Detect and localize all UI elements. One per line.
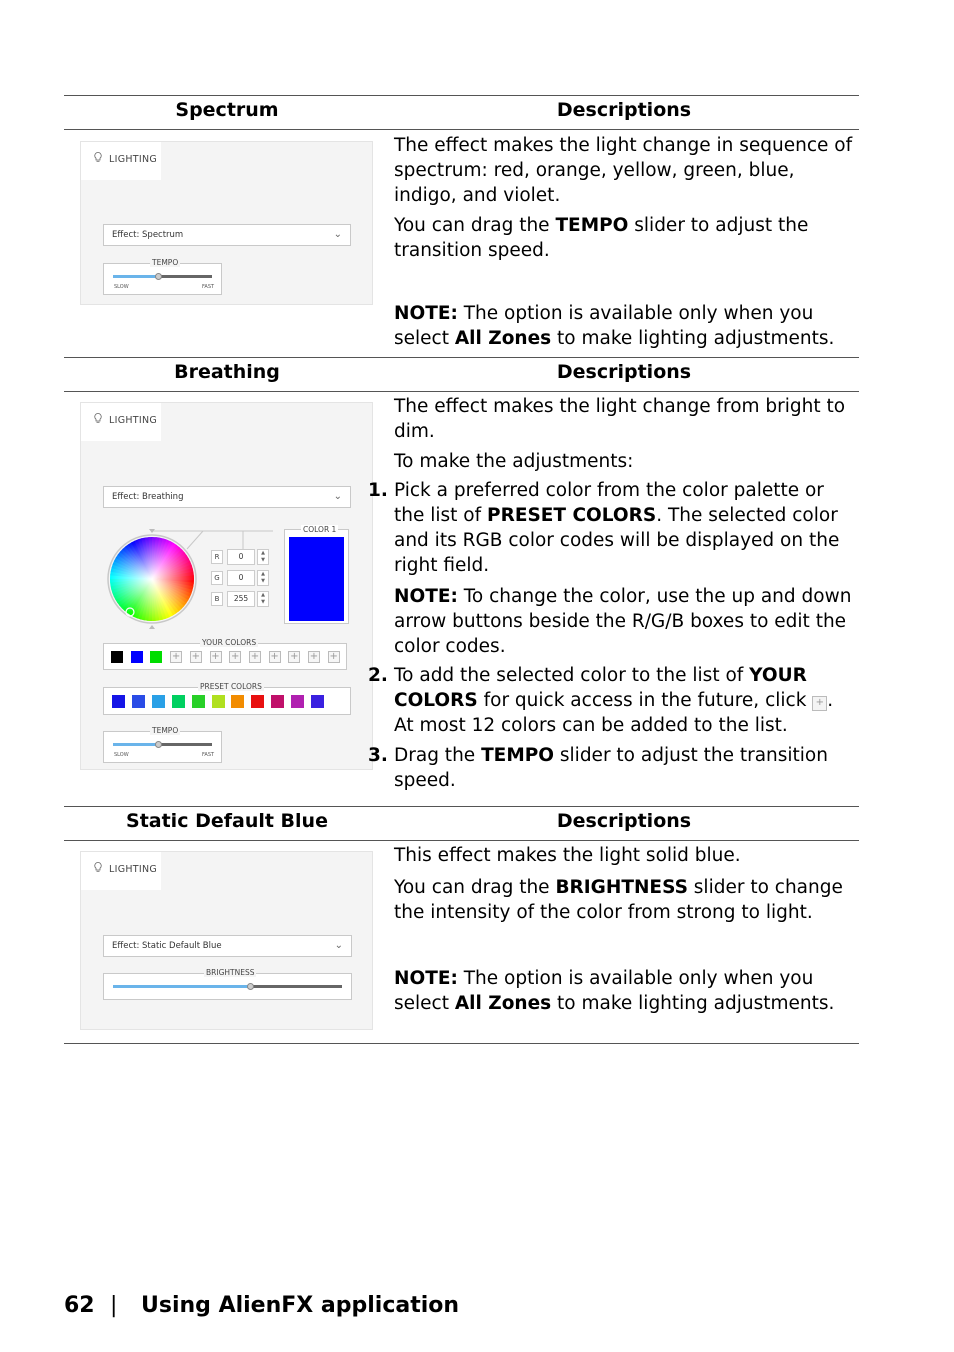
bulb-icon [94,413,102,423]
add-color-button[interactable]: + [230,651,240,662]
text: To change the color, use the up and down arrow buttons beside the R/G/B boxes to edit the color codes. [394,586,852,657]
static-desc-2 [394,875,856,925]
header-rule [64,391,859,392]
text: to make lighting adjustments. [551,328,835,349]
tempo-label: TEMPO [152,258,179,267]
tempo-slider-box [103,258,222,295]
preset-color-swatch[interactable] [172,695,185,708]
your-color-swatch[interactable] [111,651,123,663]
header-rule [64,129,859,130]
lighting-tab [81,403,161,441]
header-descriptions: Descriptions [556,810,692,832]
selected-color-swatch [289,537,344,621]
brightness-track [250,985,342,988]
tempo-track [158,275,212,278]
preset-color-swatch[interactable] [132,695,145,708]
step-number: 1. [368,480,388,501]
footer-separator: | [110,1293,118,1318]
add-color-icon: + [812,696,827,711]
text: slider to adjust the transition speed. [394,215,809,261]
table-top-rule [64,95,859,96]
header-breathing: Breathing [174,361,280,383]
add-color-button[interactable]: + [211,651,220,662]
add-color-button[interactable]: + [191,651,200,662]
tempo-term: TEMPO [555,215,629,236]
g-value-field[interactable]: 0 [227,570,255,586]
text: The option is available only when you select [394,303,814,349]
text: You can drag the [394,877,556,898]
header-spectrum: Spectrum [175,99,279,121]
header-static-default-blue: Static Default Blue [126,810,328,832]
chevron-down-icon: ⌄ [333,229,342,240]
breathing-screenshot [80,402,373,770]
step-1 [368,478,856,578]
lighting-tab [81,852,161,890]
tempo-term: TEMPO [481,745,555,766]
your-color-swatch[interactable] [150,651,162,663]
step-3 [368,743,856,793]
your-colors-term: YOUR COLORS [394,665,807,711]
spectrum-desc-2 [394,213,856,263]
lighting-tab-label: LIGHTING [109,864,158,875]
add-color-button[interactable]: + [250,651,260,662]
preset-color-swatch[interactable] [112,695,125,708]
text: The option is available only when you select [394,968,814,1014]
text: Pick a preferred color from the color palette or the list of [394,480,824,526]
text: slider to adjust the transition speed. [394,745,828,791]
note-label: NOTE: [394,303,458,324]
note-label: NOTE: [394,586,458,607]
static-description [394,843,856,1016]
your-colors-row [111,651,343,663]
text: . At most 12 colors can be added to the list. [394,690,834,736]
your-colors-box [103,638,347,670]
add-color-button[interactable]: + [270,651,279,662]
header-descriptions: Descriptions [556,361,692,383]
bulb-icon [94,152,102,162]
footer-title: Using AlienFX application [141,1293,460,1318]
tempo-track [158,743,212,746]
preset-color-swatch[interactable] [192,695,205,708]
preset-colors-row [112,695,346,709]
tempo-track-filled [113,743,158,746]
effect-dropdown-value: Effect: Breathing [112,492,184,502]
text: To add the selected color to the list of [394,665,750,686]
fast-label: FAST [202,752,215,758]
header-descriptions: Descriptions [556,99,692,121]
all-zones-term: All Zones [454,993,552,1014]
step-number: 3. [368,745,388,766]
effect-dropdown-value: Effect: Static Default Blue [112,941,222,951]
preset-color-swatch[interactable] [212,695,225,708]
g-stepper[interactable]: ▲ ▼ [257,570,269,586]
breathing-desc-1: The effect makes the light change from bright to dim. [394,396,846,442]
b-label: B [211,592,223,606]
preset-colors-term: PRESET COLORS [487,505,657,526]
tempo-slider-handle[interactable] [155,741,162,748]
your-colors-label: YOUR COLORS [202,638,257,647]
step-number: 2. [368,665,388,686]
page-number: 62 [64,1293,95,1318]
static-screenshot [80,851,373,1030]
preset-color-swatch[interactable] [271,695,284,708]
lighting-tab [81,142,161,180]
brightness-slider-handle[interactable] [247,983,254,990]
color-wheel-area [103,523,303,633]
section-rule [64,806,859,807]
all-zones-term: All Zones [454,328,552,349]
color-wheel-center [110,537,194,621]
wheel-marker [149,625,155,629]
tempo-track-filled [113,275,158,278]
text: for quick access in the future, click [477,690,813,711]
b-value-field[interactable]: 255 [227,591,255,607]
tempo-label: TEMPO [152,726,179,735]
color-1-label: COLOR 1 [303,525,337,534]
breathing-description [368,394,856,793]
chevron-down-icon: ⌄ [333,491,342,502]
header-rule [64,840,859,841]
r-stepper[interactable]: ▲ ▼ [257,549,269,565]
lighting-tab-label: LIGHTING [109,154,158,165]
table-bottom-rule [64,1043,859,1044]
spectrum-description [394,133,856,351]
effect-dropdown[interactable] [103,486,351,508]
static-note [394,966,856,1016]
section-rule [64,357,859,358]
preset-color-swatch[interactable] [231,695,244,708]
color-1-box [284,525,349,624]
preset-colors-label: PRESET COLORS [200,682,262,691]
lighting-tab-label: LIGHTING [109,415,158,426]
static-desc-1: This effect makes the light solid blue. [394,845,741,866]
chevron-down-icon: ⌄ [334,940,343,951]
add-color-button[interactable]: + [329,651,338,662]
fast-label: FAST [202,284,215,290]
connector-line [187,531,203,549]
r-value-field[interactable]: 0 [227,549,255,565]
brightness-track-filled [113,985,250,988]
text: to make lighting adjustments. [551,993,835,1014]
tempo-slider-handle[interactable] [155,273,162,280]
add-color-button[interactable]: + [171,651,181,662]
preset-colors-box [103,682,351,715]
preset-color-swatch[interactable] [152,695,165,708]
add-color-button[interactable]: + [290,651,299,662]
effect-dropdown[interactable] [103,224,351,246]
preset-color-swatch[interactable] [251,695,264,708]
brightness-slider-box [103,968,352,1000]
text: . The selected color and its RGB color codes will be displayed on the right field. [394,505,840,576]
spectrum-desc-1: The effect makes the light change in sequence of spectrum: red, orange, yellow, green, blue, indigo, and violet. [394,135,853,206]
breathing-desc-2: To make the adjustments: [394,451,634,472]
your-color-swatch[interactable] [131,651,143,663]
bulb-icon [94,862,102,872]
g-label: G [211,571,223,585]
tempo-slider-box [103,726,222,763]
preset-color-swatch[interactable] [311,695,324,708]
breathing-note [394,584,856,659]
spectrum-screenshot [80,141,373,305]
text: Drag the [394,745,482,766]
preset-color-swatch[interactable] [291,695,304,708]
spectrum-note [394,301,856,351]
text: You can drag the [394,215,556,236]
add-color-button[interactable]: + [309,651,319,662]
brightness-term: BRIGHTNESS [555,877,688,898]
effect-dropdown-value: Effect: Spectrum [112,230,184,240]
brightness-label: BRIGHTNESS [206,968,255,977]
note-label: NOTE: [394,968,458,989]
effect-dropdown[interactable] [103,935,352,957]
slow-label: SLOW [114,752,129,758]
b-stepper[interactable]: ▲ ▼ [257,591,269,607]
step-2 [368,663,856,738]
r-label: R [211,550,223,564]
text: slider to change the intensity of the color from strong to light. [394,877,843,923]
slow-label: SLOW [114,284,129,290]
